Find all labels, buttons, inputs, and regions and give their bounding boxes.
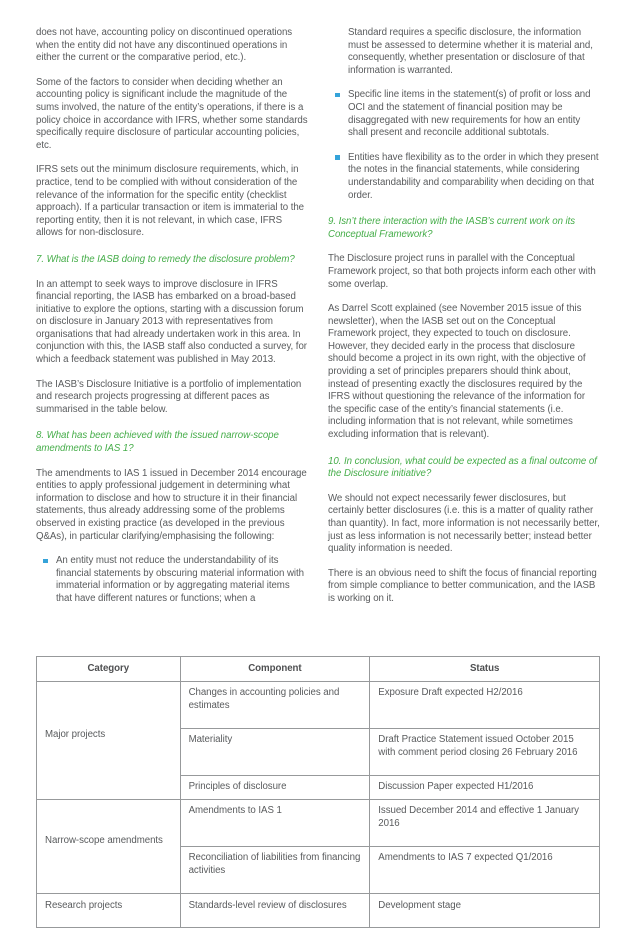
bullet-continuation-text: Standard requires a specific disclosure, the information must be assessed to determine whether it is material and, consequently, whether presentation or disclosure of that information is warranted. xyxy=(348,27,593,76)
paragraph: Some of the factors to consider when deciding whether an accounting policy is significant include the magnitude of the sums involved, the nature of the entity’s operations, if there is a policy choice in accordance with IFRS, whether some standards specifically require disclosure of particular accounting policies, etc. xyxy=(36,76,308,151)
disclosure-initiative-summary-table-wrap xyxy=(36,656,600,928)
table-row xyxy=(37,894,600,928)
paragraph: The Disclosure project runs in parallel with the Conceptual Framework project, so that both projects inform each other with some overlap. xyxy=(328,253,596,290)
category-cell: Major projects xyxy=(37,682,181,800)
component-cell: Changes in accounting policies and estimates xyxy=(180,682,370,729)
table-row xyxy=(37,682,600,729)
paragraph: The amendments to IAS 1 issued in December 2014 encourage entities to apply professional judgement in determining what information to disclose and how to structure it in their financial statements, thus already addressing some of the problems observed in existing practice (as developed in the previous Q&As), in particular clarifying/emphasising the following: xyxy=(36,467,307,542)
status-cell: Amendments to IAS 7 expected Q1/2016 xyxy=(370,847,600,894)
column-header-status: Status xyxy=(370,657,600,682)
question-heading-8: 8. What has been achieved with the issued narrow-scope amendments to IAS 1? xyxy=(36,430,279,455)
table-row xyxy=(37,800,600,847)
component-cell: Reconciliation of liabilities from financing activities xyxy=(180,847,370,894)
bullet-text: Specific line items in the statement(s) of profit or loss and OCI and the statement of financial position may be disaggregated with new requirements for how an entity shall present and reconcile additional subtotals. xyxy=(348,89,591,139)
paragraph: In an attempt to seek ways to improve disclosure in IFRS financial reporting, the IASB has embarked on a broad-based initiative to explore the options, starting with a discussion forum on disclosure in January 2013 with representatives from organisations that had already undertaken work in this area. In conjunction with this, the IASB staff also conducted a survey, for which a feedback statement was published in May 2013. xyxy=(36,278,307,366)
category-cell: Narrow-scope amendments xyxy=(37,800,181,894)
status-cell: Draft Practice Statement issued October 2015 with comment period closing 26 February 2016 xyxy=(370,729,600,776)
bullet-text: An entity must not reduce the understandability of its financial statements by obscuring material information with immaterial information or by aggregating material items that have different natures or functions; when a xyxy=(56,555,304,604)
left-column xyxy=(36,27,308,618)
bullet-item xyxy=(36,555,308,605)
column-header-component: Component xyxy=(180,657,370,682)
question-heading-7: 7. What is the IASB doing to remedy the disclosure problem? xyxy=(36,253,295,265)
bullet-square-icon xyxy=(335,93,340,98)
bullet-item xyxy=(328,152,600,202)
status-cell: Exposure Draft expected H2/2016 xyxy=(370,682,600,729)
component-cell: Amendments to IAS 1 xyxy=(180,800,370,847)
paragraph: The IASB’s Disclosure Initiative is a portfolio of implementation and research projects progressing at different paces as summarised in the table below. xyxy=(36,378,302,415)
paragraph: does not have, accounting policy on discontinued operations when the entity did not have any discontinued operations in either the current or the comparative period, etc.). xyxy=(36,27,293,64)
right-column xyxy=(328,27,600,618)
category-cell: Research projects xyxy=(37,894,181,928)
bullet-square-icon xyxy=(43,559,48,564)
status-cell: Development stage xyxy=(370,894,600,928)
component-cell: Principles of disclosure xyxy=(180,776,370,800)
question-heading-9: 9. Isn’t there interaction with the IASB’s current work on its Conceptual Framework? xyxy=(328,216,576,240)
status-cell: Discussion Paper expected H1/2016 xyxy=(370,776,600,800)
component-cell: Materiality xyxy=(180,729,370,776)
bullet-text: Entities have flexibility as to the order in which they present the notes in the financial statements, while considering understandability and comparability when deciding on that order. xyxy=(348,151,599,201)
status-cell: Issued December 2014 and effective 1 January 2016 xyxy=(370,800,600,847)
paragraph: There is an obvious need to shift the focus of financial reporting from simple compliance to better communication, and the IASB is working on it. xyxy=(328,567,597,604)
column-header-category: Category xyxy=(37,657,181,682)
bullet-item xyxy=(328,89,600,139)
two-column-text-area xyxy=(36,27,600,618)
bullet-square-icon xyxy=(335,155,340,160)
component-cell: Standards-level review of disclosures xyxy=(180,894,370,928)
question-heading-10: 10. In conclusion, what could be expected as a final outcome of the Disclosure initiative? xyxy=(328,455,597,480)
paragraph: IFRS sets out the minimum disclosure requirements, which, in practice, tend to be complied with without consideration of the relevance of the information for the specific entity (checklist approach). If a particular transaction or item is immaterial to the reporting entity, then it is not relevant, in which case, IFRS allows for non-disclosure. xyxy=(36,164,305,239)
paragraph: As Darrel Scott explained (see November 2015 issue of this newsletter), when the IASB set out on the Conceptual Framework project, they expected to touch on disclosure. However, they decided early in the process that disclosure should become a project in its own right, with the objective of providing a set of principles preparers should think about, instead of presenting exactly the disclosures required by the IFRS without questioning the relevance of the information for the specific case of the entity’s financial statements (i.e. including information that is not relevant, while sometimes excluding information that is relevant). xyxy=(328,303,586,441)
disclosure-initiative-summary-table xyxy=(36,656,600,928)
paragraph: We should not expect necessarily fewer disclosures, but certainly better disclosures (i.e. this is a matter of quality rather than quantity). In fact, more information is not necessarily better, just as less information is not necessarily better; instead better quality information is needed. xyxy=(328,492,600,555)
table-header-row xyxy=(37,657,600,682)
